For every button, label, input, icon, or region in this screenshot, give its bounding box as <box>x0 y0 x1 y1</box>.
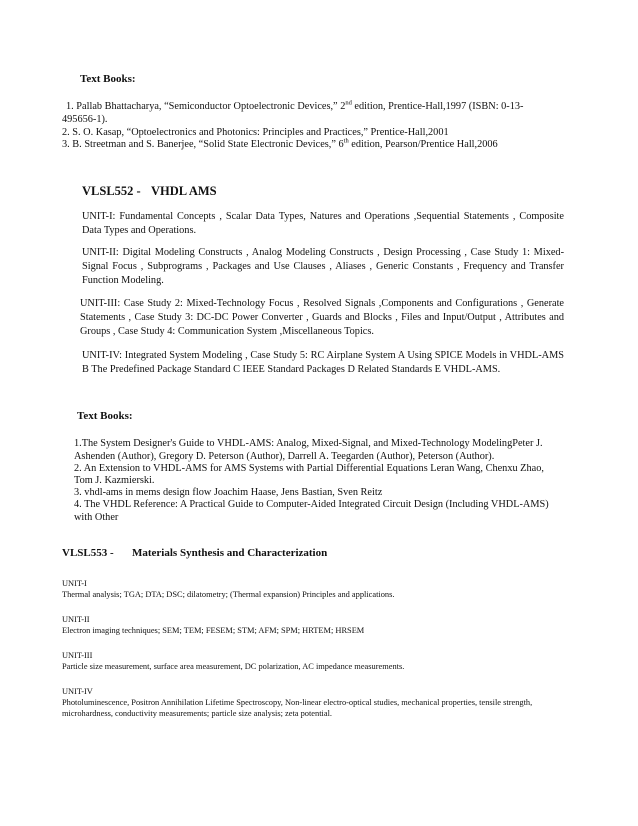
course-552-textbook-line-1: 1.The System Designer's Guide to VHDL-AMS: Analog, Mixed-Signal, and Mixed-Technology ModelingPeter J. <box>74 438 543 449</box>
course-552-textbook-line-5: 3. vhdl-ams in mems design flow Joachim Haase, Jens Bastian, Sven Reitz <box>74 487 383 498</box>
course-552-unit-2: UNIT-II: Digital Modeling Constructs , Analog Modeling Constructs , Design Processing , Case Study 1: Mixed-Signal Focus , Subprograms , Packages and Use Clauses , Aliases , Generic Constants , Frequency and Transfer Function Modeling. <box>82 247 564 286</box>
textbook-2: 2. S. O. Kasap, “Optoelectronics and Photonics: Principles and Practices,” Prentice-Hall,2001 <box>62 127 449 138</box>
course-553-unit-4-label: UNIT-IV <box>62 687 93 696</box>
course-553-unit-3-label: UNIT-III <box>62 651 93 660</box>
course-552-textbooks-heading: Text Books: <box>77 410 133 422</box>
textbook-1-sup: nd <box>345 99 352 107</box>
textbook-1-line-1 <box>66 100 523 113</box>
textbook-3-text-a: 3. B. Streetman and S. Banerjee, “Solid State Electronic Devices,” 6 <box>62 139 344 150</box>
course-552-unit-4: UNIT-IV: Integrated System Modeling , Case Study 5: RC Airplane System A Using SPICE Models in VHDL-AMS B The Predefined Package Standard C IEEE Standard Packages D Related Standards E VHDL-AMS. <box>82 350 564 375</box>
textbook-1-line-2: 495656-1). <box>62 114 108 125</box>
course-553-unit-1-label: UNIT-I <box>62 579 87 588</box>
course-552-name: VHDL AMS <box>151 184 217 198</box>
textbooks-heading: Text Books: <box>80 73 136 85</box>
textbook-3-sup: th <box>343 137 349 145</box>
course-553-name: Materials Synthesis and Characterization <box>132 547 328 559</box>
course-553-unit-2-label: UNIT-II <box>62 615 90 624</box>
textbook-1-text-b: edition, Prentice-Hall,1997 (ISBN: 0-13- <box>351 101 524 112</box>
course-552-code: VLSL552 - <box>82 184 141 198</box>
course-553-unit-3-text: Particle size measurement, surface area measurement, DC polarization, AC impedance measurements. <box>62 662 405 671</box>
course-552-textbook-line-2: Ashenden (Author), Gregory D. Peterson (Author), Darrell A. Teegarden (Author), Peterson (Author). <box>74 451 495 462</box>
textbook-3 <box>62 138 498 151</box>
course-553-unit-2-text: Electron imaging techniques; SEM; TEM; FESEM; STM; AFM; SPM; HRTEM; HRSEM <box>62 626 365 635</box>
course-552-textbook-line-6: 4. The VHDL Reference: A Practical Guide to Computer-Aided Integrated Circuit Design (Including VHDL-AMS) <box>74 499 549 510</box>
course-552-unit-1: UNIT-I: Fundamental Concepts , Scalar Data Types, Natures and Operations ,Sequential Statements , Composite Data Types and Operations. <box>82 211 564 236</box>
course-552-textbook-line-4: Tom J. Kazmierski. <box>74 475 155 486</box>
textbook-3-text-b: edition, Pearson/Prentice Hall,2006 <box>348 139 498 150</box>
course-552-textbook-line-3: 2. An Extension to VHDL-AMS for AMS Systems with Partial Differential Equations Leran Wang, Chenxu Zhao, <box>74 463 544 474</box>
course-553-unit-1-text: Thermal analysis; TGA; DTA; DSC; dilatometry; (Thermal expansion) Principles and applications. <box>62 590 395 599</box>
course-552-textbook-line-7: with Other <box>74 512 119 523</box>
course-552-unit-3: UNIT-III: Case Study 2: Mixed-Technology Focus , Resolved Signals ,Components and Configurations , Generate Statements , Case Study 3: DC-DC Power Converter , Guards and Blocks , Files and Input/Output , Attributes and Groups , Case Study 4: Communication System ,Miscellaneous Topics. <box>80 298 564 337</box>
course-553-unit-4-text: Photoluminescence, Positron Annihilation Lifetime Spectroscopy, Non-linear electro-optical studies, mechanical properties, tensile strength, microhardness, conductivity measurements; particle size analysis; zeta potential. <box>62 698 533 718</box>
textbook-1-text-a: 1. Pallab Bhattacharya, “Semiconductor Optoelectronic Devices,” 2 <box>66 101 346 112</box>
course-553-code: VLSL553 - <box>62 547 114 559</box>
